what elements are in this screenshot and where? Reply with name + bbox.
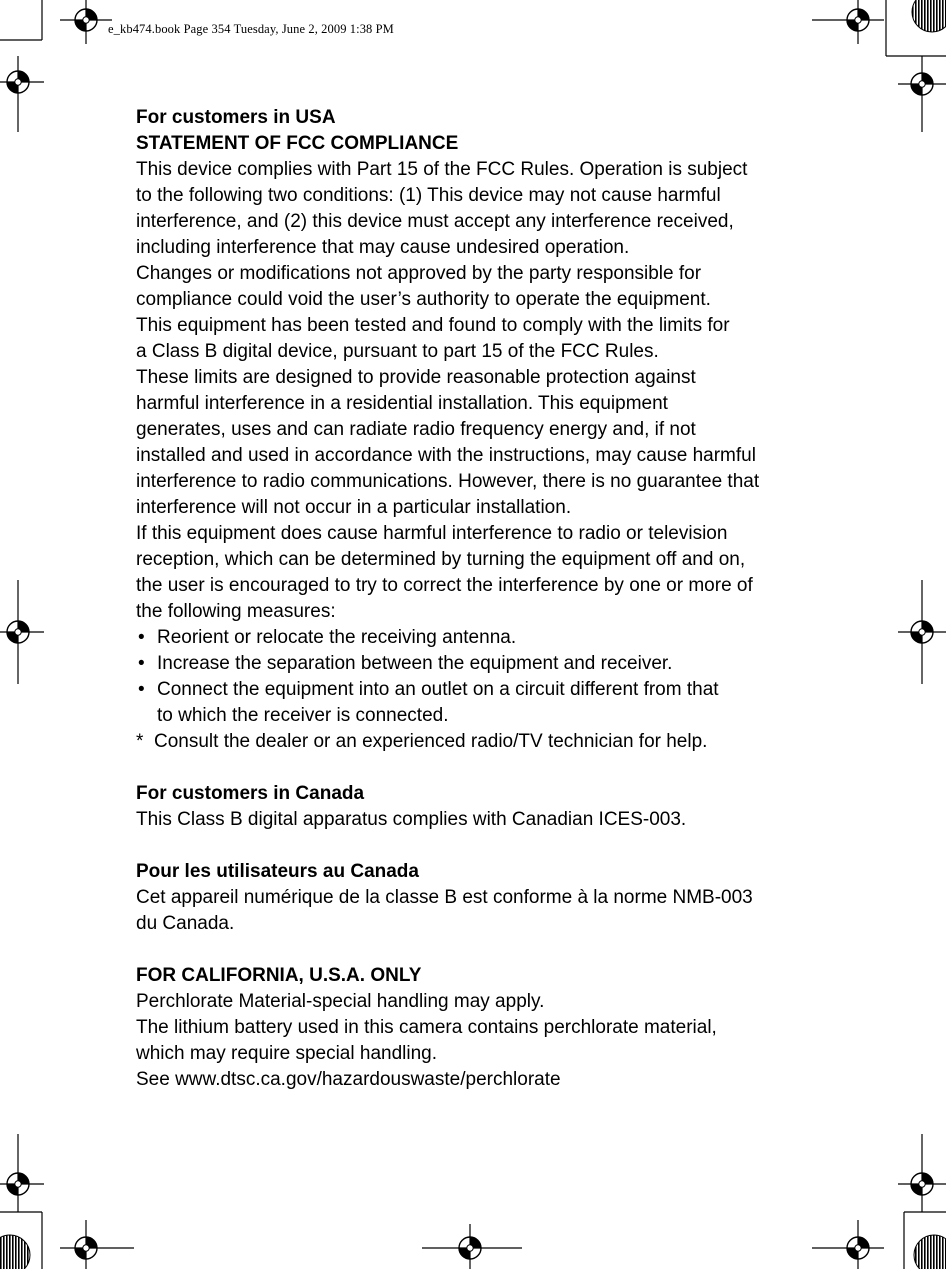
section-spacer <box>136 937 808 963</box>
fcc-line: including interference that may cause undesired operation. <box>136 237 630 258</box>
measure-list-item <box>136 625 808 651</box>
measure-text: Reorient or relocate the receiving antenna. <box>157 627 517 648</box>
book-header-stamp: e_kb474.book Page 354 Tuesday, June 2, 2009 1:38 PM <box>108 22 394 36</box>
fcc-line: generates, uses and can radiate radio frequency energy and, if not <box>136 419 696 440</box>
measure-list-item <box>136 677 808 703</box>
fcc-line: These limits are designed to provide reasonable protection against <box>136 367 696 388</box>
page-content <box>136 105 808 1093</box>
fcc-line: compliance could void the user’s authority to operate the equipment. <box>136 289 711 310</box>
fcc-line: reception, which can be determined by turning the equipment off and on, <box>136 549 746 570</box>
fcc-line: harmful interference in a residential installation. This equipment <box>136 393 668 414</box>
bullet-marker: • <box>138 627 145 648</box>
fcc-line: the following measures: <box>136 601 336 622</box>
fcc-line: If this equipment does cause harmful interference to radio or television <box>136 523 728 544</box>
measure-list-item <box>136 651 808 677</box>
fcc-line: to the following two conditions: (1) This device may not cause harmful <box>136 185 721 206</box>
fcc-line: a Class B digital device, pursuant to part 15 of the FCC Rules. <box>136 341 659 362</box>
fcc-line: interference will not occur in a particular installation. <box>136 497 572 518</box>
measure-text: Increase the separation between the equipment and receiver. <box>157 653 673 674</box>
note-marker: * <box>136 731 144 752</box>
california-line: The lithium battery used in this camera contains perchlorate material, <box>136 1017 717 1038</box>
measure-text: Connect the equipment into an outlet on a circuit different from that <box>157 679 719 700</box>
note-text: Consult the dealer or an experienced radio/TV technician for help. <box>154 731 708 752</box>
fcc-line: interference, and (2) this device must accept any interference received, <box>136 211 734 232</box>
canada-fr-heading: Pour les utilisateurs au Canada <box>136 861 419 882</box>
fcc-line: This device complies with Part 15 of the FCC Rules. Operation is subject <box>136 159 748 180</box>
bullet-marker: • <box>138 653 145 674</box>
canada-text: This Class B digital apparatus complies with Canadian ICES-003. <box>136 809 687 830</box>
usa-heading: For customers in USA <box>136 107 336 128</box>
california-line: which may require special handling. <box>136 1043 437 1064</box>
california-line: Perchlorate Material-special handling may apply. <box>136 991 545 1012</box>
section-spacer <box>136 833 808 859</box>
canada-fr-line: Cet appareil numérique de la classe B est conforme à la norme NMB-003 <box>136 887 753 908</box>
bullet-marker: • <box>138 679 145 700</box>
note-item <box>136 729 808 755</box>
fcc-line: This equipment has been tested and found to comply with the limits for <box>136 315 730 336</box>
canada-heading: For customers in Canada <box>136 783 365 804</box>
canada-fr-line: du Canada. <box>136 913 235 934</box>
fcc-statement-title: STATEMENT OF FCC COMPLIANCE <box>136 133 459 154</box>
fcc-line: installed and used in accordance with the instructions, may cause harmful <box>136 445 756 466</box>
california-heading: FOR CALIFORNIA, U.S.A. ONLY <box>136 965 422 986</box>
fcc-line: the user is encouraged to try to correct the interference by one or more of <box>136 575 753 596</box>
section-spacer <box>136 755 808 781</box>
fcc-line: interference to radio communications. However, there is no guarantee that <box>136 471 760 492</box>
california-url-line: See www.dtsc.ca.gov/hazardouswaste/perchlorate <box>136 1069 561 1090</box>
fcc-line: Changes or modifications not approved by the party responsible for <box>136 263 702 284</box>
measure-list-item-continuation <box>136 703 808 729</box>
measure-text: to which the receiver is connected. <box>157 705 449 726</box>
